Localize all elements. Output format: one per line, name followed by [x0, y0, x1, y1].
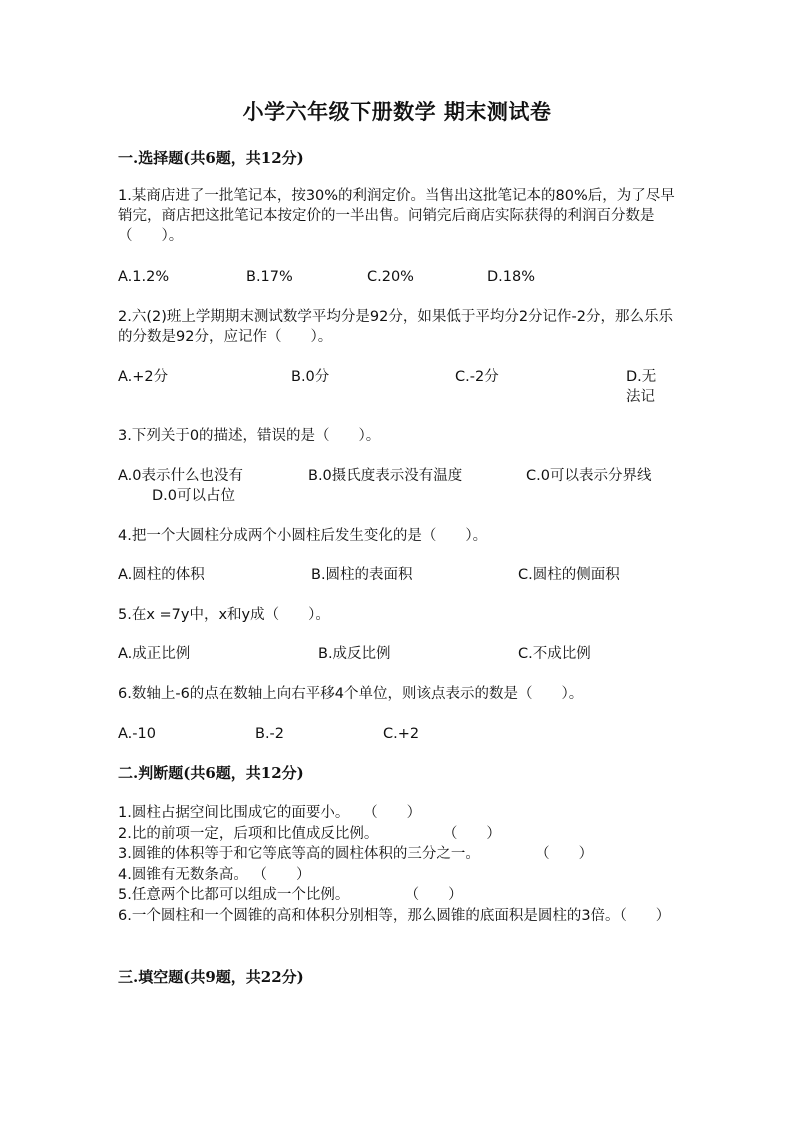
option-c: C.0可以表示分界线 — [526, 468, 652, 484]
judge-item-2 — [118, 824, 678, 845]
judge-item-6 — [118, 906, 678, 927]
choice-options-4 — [118, 565, 678, 605]
option-c: C.圆柱的侧面积 — [518, 567, 620, 583]
judge-text: 5.任意两个比都可以组成一个比例。 — [118, 887, 350, 903]
answer-bracket-text: （ ） — [442, 825, 501, 842]
option-b: B.-2 — [255, 726, 285, 742]
judge-item-4 — [118, 865, 678, 886]
choice-options-6 — [118, 724, 678, 764]
option-c: C.不成比例 — [518, 646, 591, 662]
option-c: C.-2分 — [455, 369, 499, 385]
section-heading-judge: 二.判断题(共6题，共12分) — [118, 764, 304, 782]
judge-text: 1.圆柱占据空间比围成它的面要小。 — [118, 805, 350, 821]
option-a: A.+2分 — [118, 369, 169, 385]
answer-bracket-text: （ ） — [535, 846, 594, 862]
answer-bracket-text: （ ） — [619, 907, 671, 924]
option-c: C.+2 — [383, 726, 420, 742]
option-c: C.20% — [367, 269, 414, 285]
option-d: D.无法记 — [626, 369, 657, 405]
option-b: B.0分 — [291, 369, 330, 385]
option-b: B.成反比例 — [318, 646, 391, 662]
option-a: A.1.2% — [118, 269, 170, 285]
judge-item-5 — [118, 885, 678, 906]
choice-question-5: 5.在x =7y中，x和y成（ ）。 — [118, 607, 330, 623]
option-a: A.-10 — [118, 726, 156, 742]
judge-text: 3.圆锥的体积等于和它等底等高的圆柱体积的三分之一。 — [118, 846, 480, 862]
section-heading-choice: 一.选择题(共6题，共12分) — [118, 149, 304, 167]
option-d: D.18% — [487, 269, 536, 285]
answer-bracket-text: （ ） — [363, 805, 422, 821]
choice-options-1 — [118, 267, 678, 307]
option-a: A.0表示什么也没有 — [118, 468, 243, 484]
judge-text: 6.一个圆柱和一个圆锥的高和体积分别相等，那么圆锥的底面积是圆柱的3倍。 — [118, 907, 620, 924]
choice-options-3 — [118, 466, 678, 506]
choice-options-2 — [118, 367, 678, 407]
option-a: A.成正比例 — [118, 646, 191, 662]
option-d: D.0可以占位 — [152, 488, 235, 504]
section-heading-fill: 三.填空题(共9题，共22分) — [118, 968, 304, 986]
judge-text: 4.圆锥有无数条高。 — [118, 866, 248, 883]
choice-question-2: 2.六(2)班上学期期末测试数学平均分是92分，如果低于平均分2分记作-2分，那么乐乐的分数是92分，应记作（ ）。 — [118, 309, 674, 345]
answer-bracket-text: （ ） — [404, 887, 463, 903]
exam-title: 小学六年级下册数学 期末测试卷 — [242, 99, 552, 124]
option-a: A.圆柱的体积 — [118, 567, 205, 583]
judge-text: 2.比的前项一定，后项和比值成反比例。 — [118, 825, 379, 842]
judge-item-3 — [118, 844, 678, 865]
judge-item-1 — [118, 803, 678, 824]
answer-bracket — [349, 805, 363, 821]
choice-question-6: 6.数轴上-6的点在数轴上向右平移4个单位，则该点表示的数是（ ）。 — [118, 686, 584, 702]
answer-bracket-text: （ ） — [252, 866, 311, 883]
option-b: B.17% — [246, 269, 293, 285]
option-b: B.0摄氏度表示没有温度 — [308, 468, 463, 484]
option-b: B.圆柱的表面积 — [311, 567, 413, 583]
choice-question-4: 4.把一个大圆柱分成两个小圆柱后发生变化的是（ ）。 — [118, 528, 488, 544]
choice-question-3: 3.下列关于0的描述，错误的是（ ）。 — [118, 428, 381, 444]
choice-options-5 — [118, 644, 678, 684]
choice-question-1: 1.某商店进了一批笔记本，按30%的利润定价。当售出这批笔记本的80%后，为了尽早销完，商店把这批笔记本按定价的一半出售。问销完后商店实际获得的利润百分数是（ ）。 — [118, 188, 675, 244]
judge-list — [118, 803, 678, 926]
